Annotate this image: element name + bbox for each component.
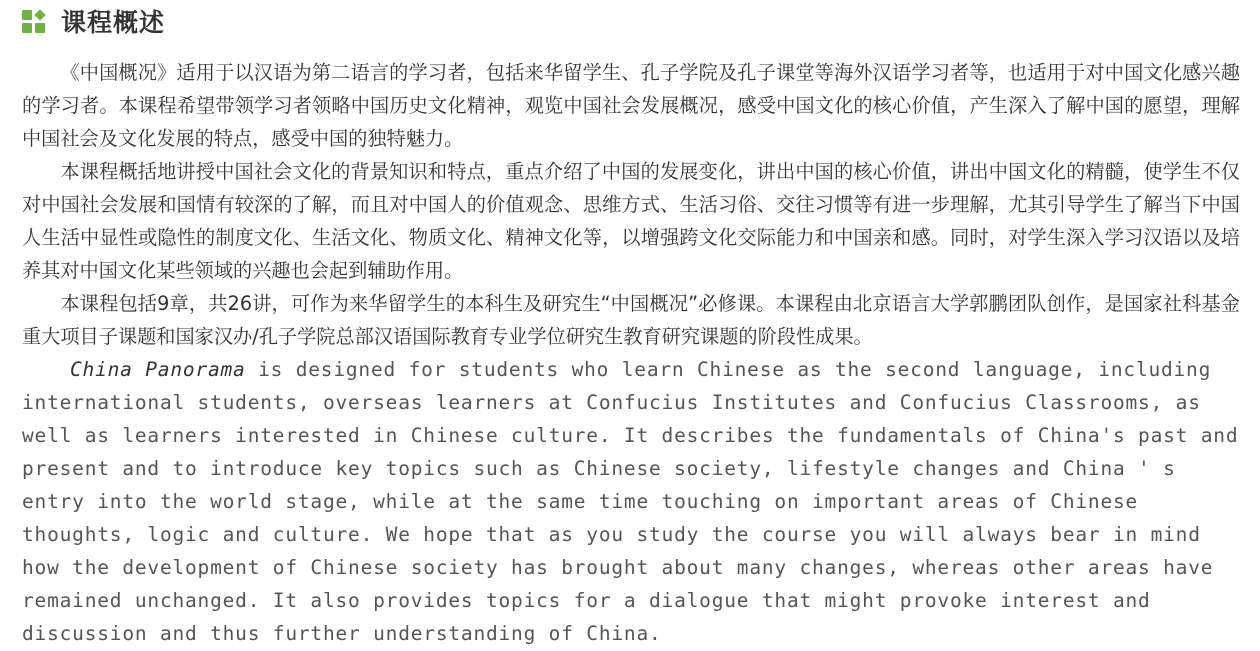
paragraph-content: 本课程概括地讲授中国社会文化的背景知识和特点，重点介绍了中国的发展变化，讲出中国的核心价值，讲出中国文化的精髓，使学生不仅对中国社会发展和国情有较深的了解，而且对中国人的价值观念、思维方式、生活习俗、交往习惯等有进一步理解，尤其引导学生了解当下中国人生活中显性或隐性的制度文化、生活文化、物质文化、精神文化等，以增强跨文化交际能力和中国亲和感。同时，对学生深入学习汉语以及培养其对中国文化某些领域的兴趣也会起到辅助作用。 xyxy=(22,160,1240,282)
course-description xyxy=(22,56,1240,650)
course-title-english: China Panorama xyxy=(70,358,246,381)
section-title: 课程概述 xyxy=(61,8,166,37)
paragraph-english xyxy=(22,353,1240,650)
section-header xyxy=(22,4,165,38)
grid-icon xyxy=(22,10,45,33)
paragraph-english-body: is designed for students who learn Chinese as the second language, including international students, overseas learners at Confucius Institutes and Confucius Classrooms, as well as learners interested in Chinese culture. It describes the fundamentals of China's past and present and to introduce key topics such as Chinese society, lifestyle changes and China ' s entry into the world stage, while at the same time touching on important areas of Chinese thoughts, logic and culture. We hope that as you study the course you will always bear in mind how the development of Chinese society has brought about many changes, whereas other areas have remained unchanged. It also provides topics for a dialogue that might provoke interest and discussion and thus further understanding of China. xyxy=(22,358,1239,645)
paragraph-intro: 《中国概况》适用于以汉语为第二语言的学习者，包括来华留学生、孔子学院及孔子课堂等海外汉语学习者等，也适用于对中国文化感兴趣的学习者。本课程希望带领学习者领略中国历史文化精神，观览中国社会发展概况，感受中国文化的核心价值，产生深入了解中国的愿望，理解中国社会及文化发展的特点，感受中国的独特魅力。 xyxy=(22,61,1240,150)
paragraph-structure: 本课程包括9章，共26讲，可作为来华留学生的本科生及研究生“中国概况”必修课。本课程由北京语言大学郭鹏团队创作，是国家社科基金重大项目子课题和国家汉办/孔子学院总部汉语国际教育专业学位研究生教育研究课题的阶段性成果。 xyxy=(22,292,1240,348)
